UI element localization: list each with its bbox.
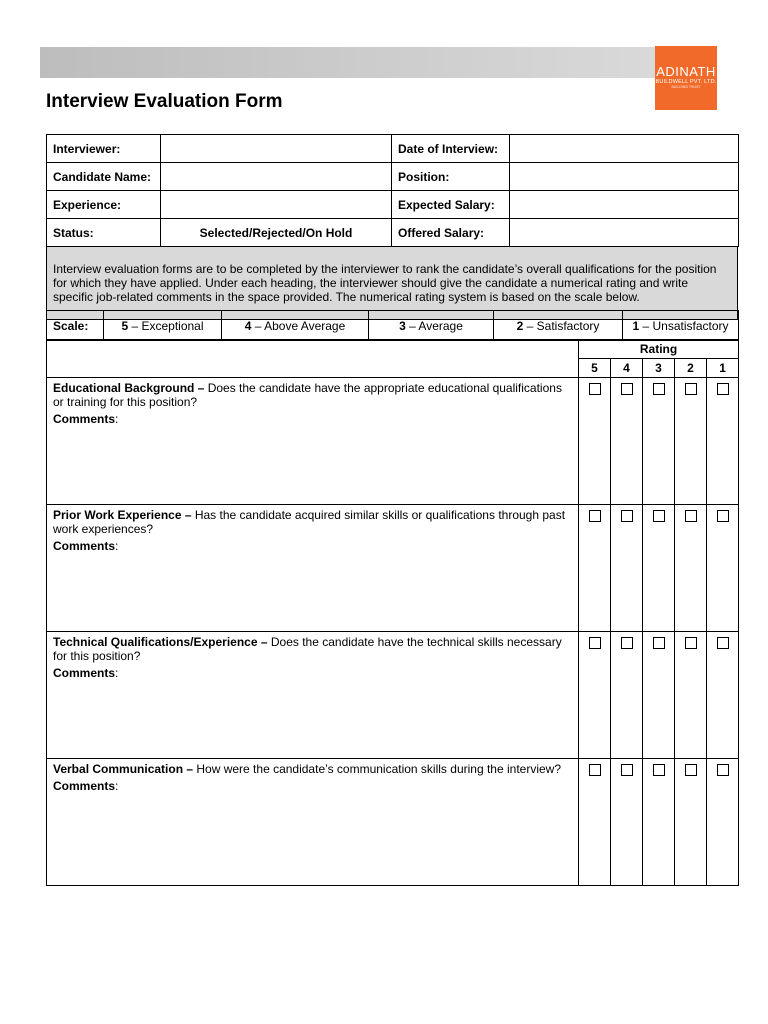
company-logo — [655, 46, 717, 110]
info-row — [47, 219, 739, 247]
rating-checkbox-1[interactable] — [717, 510, 729, 522]
status-label: Status: — [47, 219, 161, 247]
criterion-row — [47, 505, 739, 632]
criterion-row — [47, 632, 739, 759]
rating-scale-table — [46, 310, 739, 341]
criterion-question — [53, 381, 572, 409]
rating-cell — [643, 759, 675, 886]
rating-column-3: 3 — [643, 359, 675, 378]
evaluation-table — [46, 339, 739, 886]
rating-checkbox-5[interactable] — [589, 637, 601, 649]
rating-checkbox-4[interactable] — [621, 383, 633, 395]
date-of-interview-label: Date of Interview: — [392, 135, 510, 163]
rating-checkbox-3[interactable] — [653, 510, 665, 522]
rating-checkbox-3[interactable] — [653, 637, 665, 649]
scale-number: 5 — [121, 318, 129, 333]
scale-number: 2 — [516, 318, 524, 333]
expected-salary-label: Expected Salary: — [392, 191, 510, 219]
rating-cell — [643, 632, 675, 759]
info-row — [47, 163, 739, 191]
criterion-cell[interactable] — [47, 378, 579, 505]
criterion-cell[interactable] — [47, 759, 579, 886]
rating-checkbox-1[interactable] — [717, 383, 729, 395]
comments-label: Comments: — [53, 412, 119, 426]
candidate-name-field[interactable] — [161, 163, 392, 191]
rating-column-4: 4 — [611, 359, 643, 378]
offered-salary-field[interactable] — [510, 219, 739, 247]
logo-tagline: BUILDING TRUST — [671, 85, 701, 89]
interviewer-field[interactable] — [161, 135, 392, 163]
criterion-text: How were the candidate’s communication skills during the interview? — [196, 762, 561, 776]
scale-text: – Exceptional — [128, 318, 204, 333]
criterion-cell[interactable] — [47, 632, 579, 759]
rating-cell — [675, 378, 707, 505]
rating-cell — [643, 378, 675, 505]
criterion-question — [53, 762, 572, 776]
rating-cell — [611, 759, 643, 886]
comments-label: Comments: — [53, 666, 119, 680]
position-label: Position: — [392, 163, 510, 191]
rating-checkbox-4[interactable] — [621, 637, 633, 649]
status-field[interactable]: Selected/Rejected/On Hold — [161, 219, 392, 247]
rating-cell — [611, 378, 643, 505]
criterion-text: Has the candidate acquired similar skills or qualifications through past work experiences? — [53, 508, 566, 536]
position-field[interactable] — [510, 163, 739, 191]
criterion-question — [53, 635, 572, 663]
comments-label: Comments: — [53, 539, 119, 553]
rating-cell — [675, 759, 707, 886]
scale-number: 3 — [399, 318, 406, 333]
instructions-box — [46, 246, 738, 320]
scale-number: 4 — [244, 318, 252, 333]
offered-salary-label: Offered Salary: — [392, 219, 510, 247]
rating-cell — [643, 505, 675, 632]
scale-text: – Above Average — [251, 318, 346, 333]
rating-checkbox-2[interactable] — [685, 637, 697, 649]
criterion-title: Prior Work Experience – — [53, 508, 195, 522]
scale-label: Scale: — [47, 311, 104, 341]
rating-checkbox-3[interactable] — [653, 383, 665, 395]
rating-checkbox-5[interactable] — [589, 764, 601, 776]
scale-item — [369, 311, 494, 341]
rating-cell — [707, 505, 739, 632]
logo-name: ADINATH — [656, 64, 716, 79]
scale-text: – Unsatisfactory — [639, 318, 729, 333]
scale-text: – Satisfactory — [523, 318, 600, 333]
header-bar — [40, 47, 655, 78]
info-row — [47, 191, 739, 219]
rating-cell — [707, 378, 739, 505]
candidate-info-table — [46, 134, 739, 247]
interviewer-label: Interviewer: — [47, 135, 161, 163]
rating-cell — [675, 632, 707, 759]
experience-label: Experience: — [47, 191, 161, 219]
criteria-header-cell — [47, 340, 579, 378]
candidate-name-label: Candidate Name: — [47, 163, 161, 191]
rating-column-2: 2 — [675, 359, 707, 378]
date-of-interview-field[interactable] — [510, 135, 739, 163]
rating-cell — [675, 505, 707, 632]
rating-checkbox-5[interactable] — [589, 510, 601, 522]
rating-column-5: 5 — [579, 359, 611, 378]
scale-item — [104, 311, 222, 341]
criterion-row — [47, 759, 739, 886]
rating-cell — [611, 632, 643, 759]
instructions-text: Interview evaluation forms are to be completed by the interviewer to rank the candidate’s overall qualifications for the position for which they have applied. Under each heading, the interviewer should give the candidate a numerical rating and write specific job-related comments in the space provided. The numerical rating system is based on the scale below. — [47, 247, 738, 320]
rating-checkbox-1[interactable] — [717, 637, 729, 649]
rating-checkbox-2[interactable] — [685, 764, 697, 776]
rating-header: Rating — [579, 340, 739, 359]
scale-item — [222, 311, 369, 341]
criterion-text: Does the candidate have the appropriate educational qualifications or training for this position? — [53, 381, 562, 409]
rating-checkbox-2[interactable] — [685, 510, 697, 522]
form-title: Interview Evaluation Form — [46, 91, 283, 112]
criterion-title: Technical Qualifications/Experience – — [53, 635, 271, 649]
rating-cell — [611, 505, 643, 632]
rating-cell — [707, 759, 739, 886]
rating-checkbox-4[interactable] — [621, 764, 633, 776]
rating-cell — [579, 378, 611, 505]
rating-cell — [579, 632, 611, 759]
criterion-row — [47, 378, 739, 505]
criterion-cell[interactable] — [47, 505, 579, 632]
criterion-title: Verbal Communication – — [53, 762, 197, 776]
rating-column-1: 1 — [707, 359, 739, 378]
rating-checkbox-5[interactable] — [589, 383, 601, 395]
scale-item — [623, 311, 739, 341]
criterion-text: Does the candidate have the technical skills necessary for this position? — [53, 635, 562, 663]
logo-subtitle: BUILDWELL PVT. LTD. — [655, 79, 717, 85]
rating-cell — [579, 759, 611, 886]
comments-label: Comments: — [53, 779, 119, 793]
rating-checkbox-2[interactable] — [685, 383, 697, 395]
rating-checkbox-3[interactable] — [653, 764, 665, 776]
rating-cell — [707, 632, 739, 759]
rating-checkbox-1[interactable] — [717, 764, 729, 776]
criterion-title: Educational Background – — [53, 381, 208, 395]
criterion-question — [53, 508, 572, 536]
experience-field[interactable] — [161, 191, 392, 219]
expected-salary-field[interactable] — [510, 191, 739, 219]
rating-cell — [579, 505, 611, 632]
scale-item — [494, 311, 623, 341]
scale-number: 1 — [632, 318, 640, 333]
rating-checkbox-4[interactable] — [621, 510, 633, 522]
scale-text: – Average — [405, 318, 463, 333]
info-row — [47, 135, 739, 163]
